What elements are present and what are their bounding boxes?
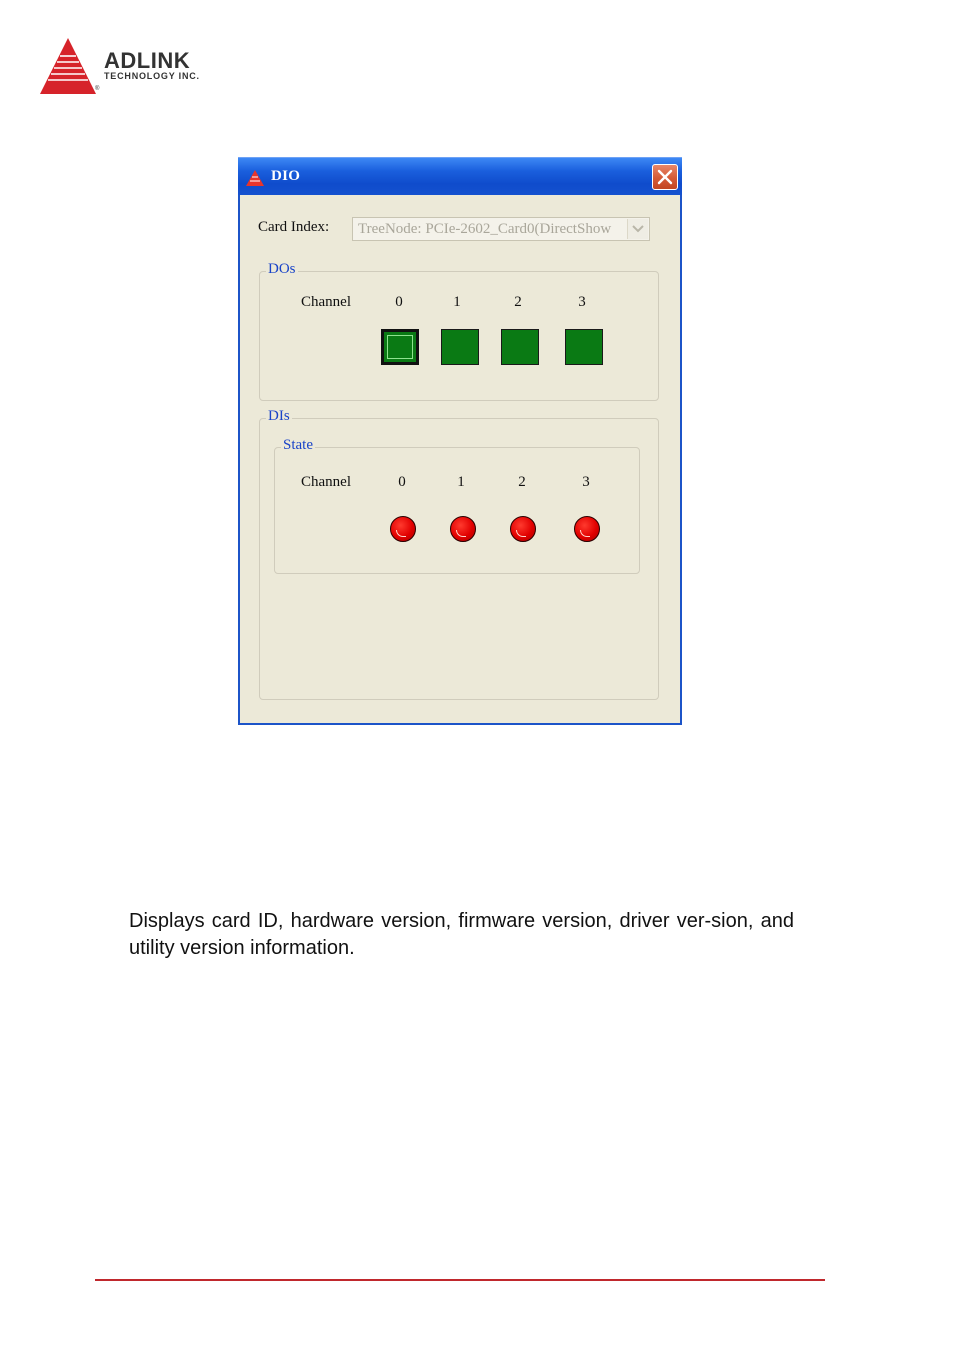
state-legend: State	[283, 437, 313, 453]
state-group	[274, 437, 640, 574]
dio-window	[238, 157, 682, 725]
dos-channel-num: 0	[395, 294, 403, 310]
adlink-logo	[38, 36, 238, 100]
dos-group	[259, 261, 659, 401]
adlink-logo-icon	[38, 38, 98, 96]
do-channel-2-toggle[interactable]	[501, 329, 539, 365]
footer-divider	[95, 1279, 825, 1281]
dos-channel-label: Channel	[301, 294, 351, 310]
dis-channel-num: 3	[582, 474, 590, 490]
window-client-area	[240, 195, 680, 723]
window-titlebar[interactable]	[238, 157, 682, 195]
chevron-down-icon	[632, 225, 644, 233]
dis-channel-num: 1	[457, 474, 465, 490]
adlink-logo-icon	[246, 170, 264, 186]
brand-name: ADLINK	[104, 48, 191, 73]
di-channel-2-indicator	[510, 516, 536, 542]
dos-legend: DOs	[268, 261, 296, 277]
dis-channel-num: 2	[518, 474, 526, 490]
registered-mark: ®	[95, 86, 100, 92]
card-index-dropdown-button[interactable]	[627, 219, 648, 239]
do-channel-0-toggle[interactable]	[381, 329, 419, 365]
di-channel-1-indicator	[450, 516, 476, 542]
card-index-label: Card Index:	[258, 219, 330, 235]
dis-channel-label: Channel	[301, 474, 351, 490]
do-channel-1-toggle[interactable]	[441, 329, 479, 365]
description-paragraph: Displays card ID, hardware version, firmware version, driver ver-sion, and utility version information.	[129, 910, 794, 959]
dis-channel-num: 0	[398, 474, 406, 490]
dos-channel-num: 3	[578, 294, 586, 310]
di-channel-3-indicator	[574, 516, 600, 542]
card-index-value: TreeNode: PCIe-2602_Card0(DirectShow	[358, 221, 612, 237]
dis-legend: DIs	[268, 408, 290, 424]
card-index-select[interactable]	[352, 217, 650, 241]
window-title: DIO	[271, 168, 301, 184]
dos-channel-num: 2	[514, 294, 522, 310]
dos-channel-num: 1	[453, 294, 461, 310]
brand-tagline: TECHNOLOGY INC.	[104, 71, 200, 81]
close-icon	[657, 169, 673, 185]
close-button[interactable]	[652, 164, 678, 190]
dis-group	[259, 408, 659, 700]
di-channel-0-indicator	[390, 516, 416, 542]
do-channel-3-toggle[interactable]	[565, 329, 603, 365]
